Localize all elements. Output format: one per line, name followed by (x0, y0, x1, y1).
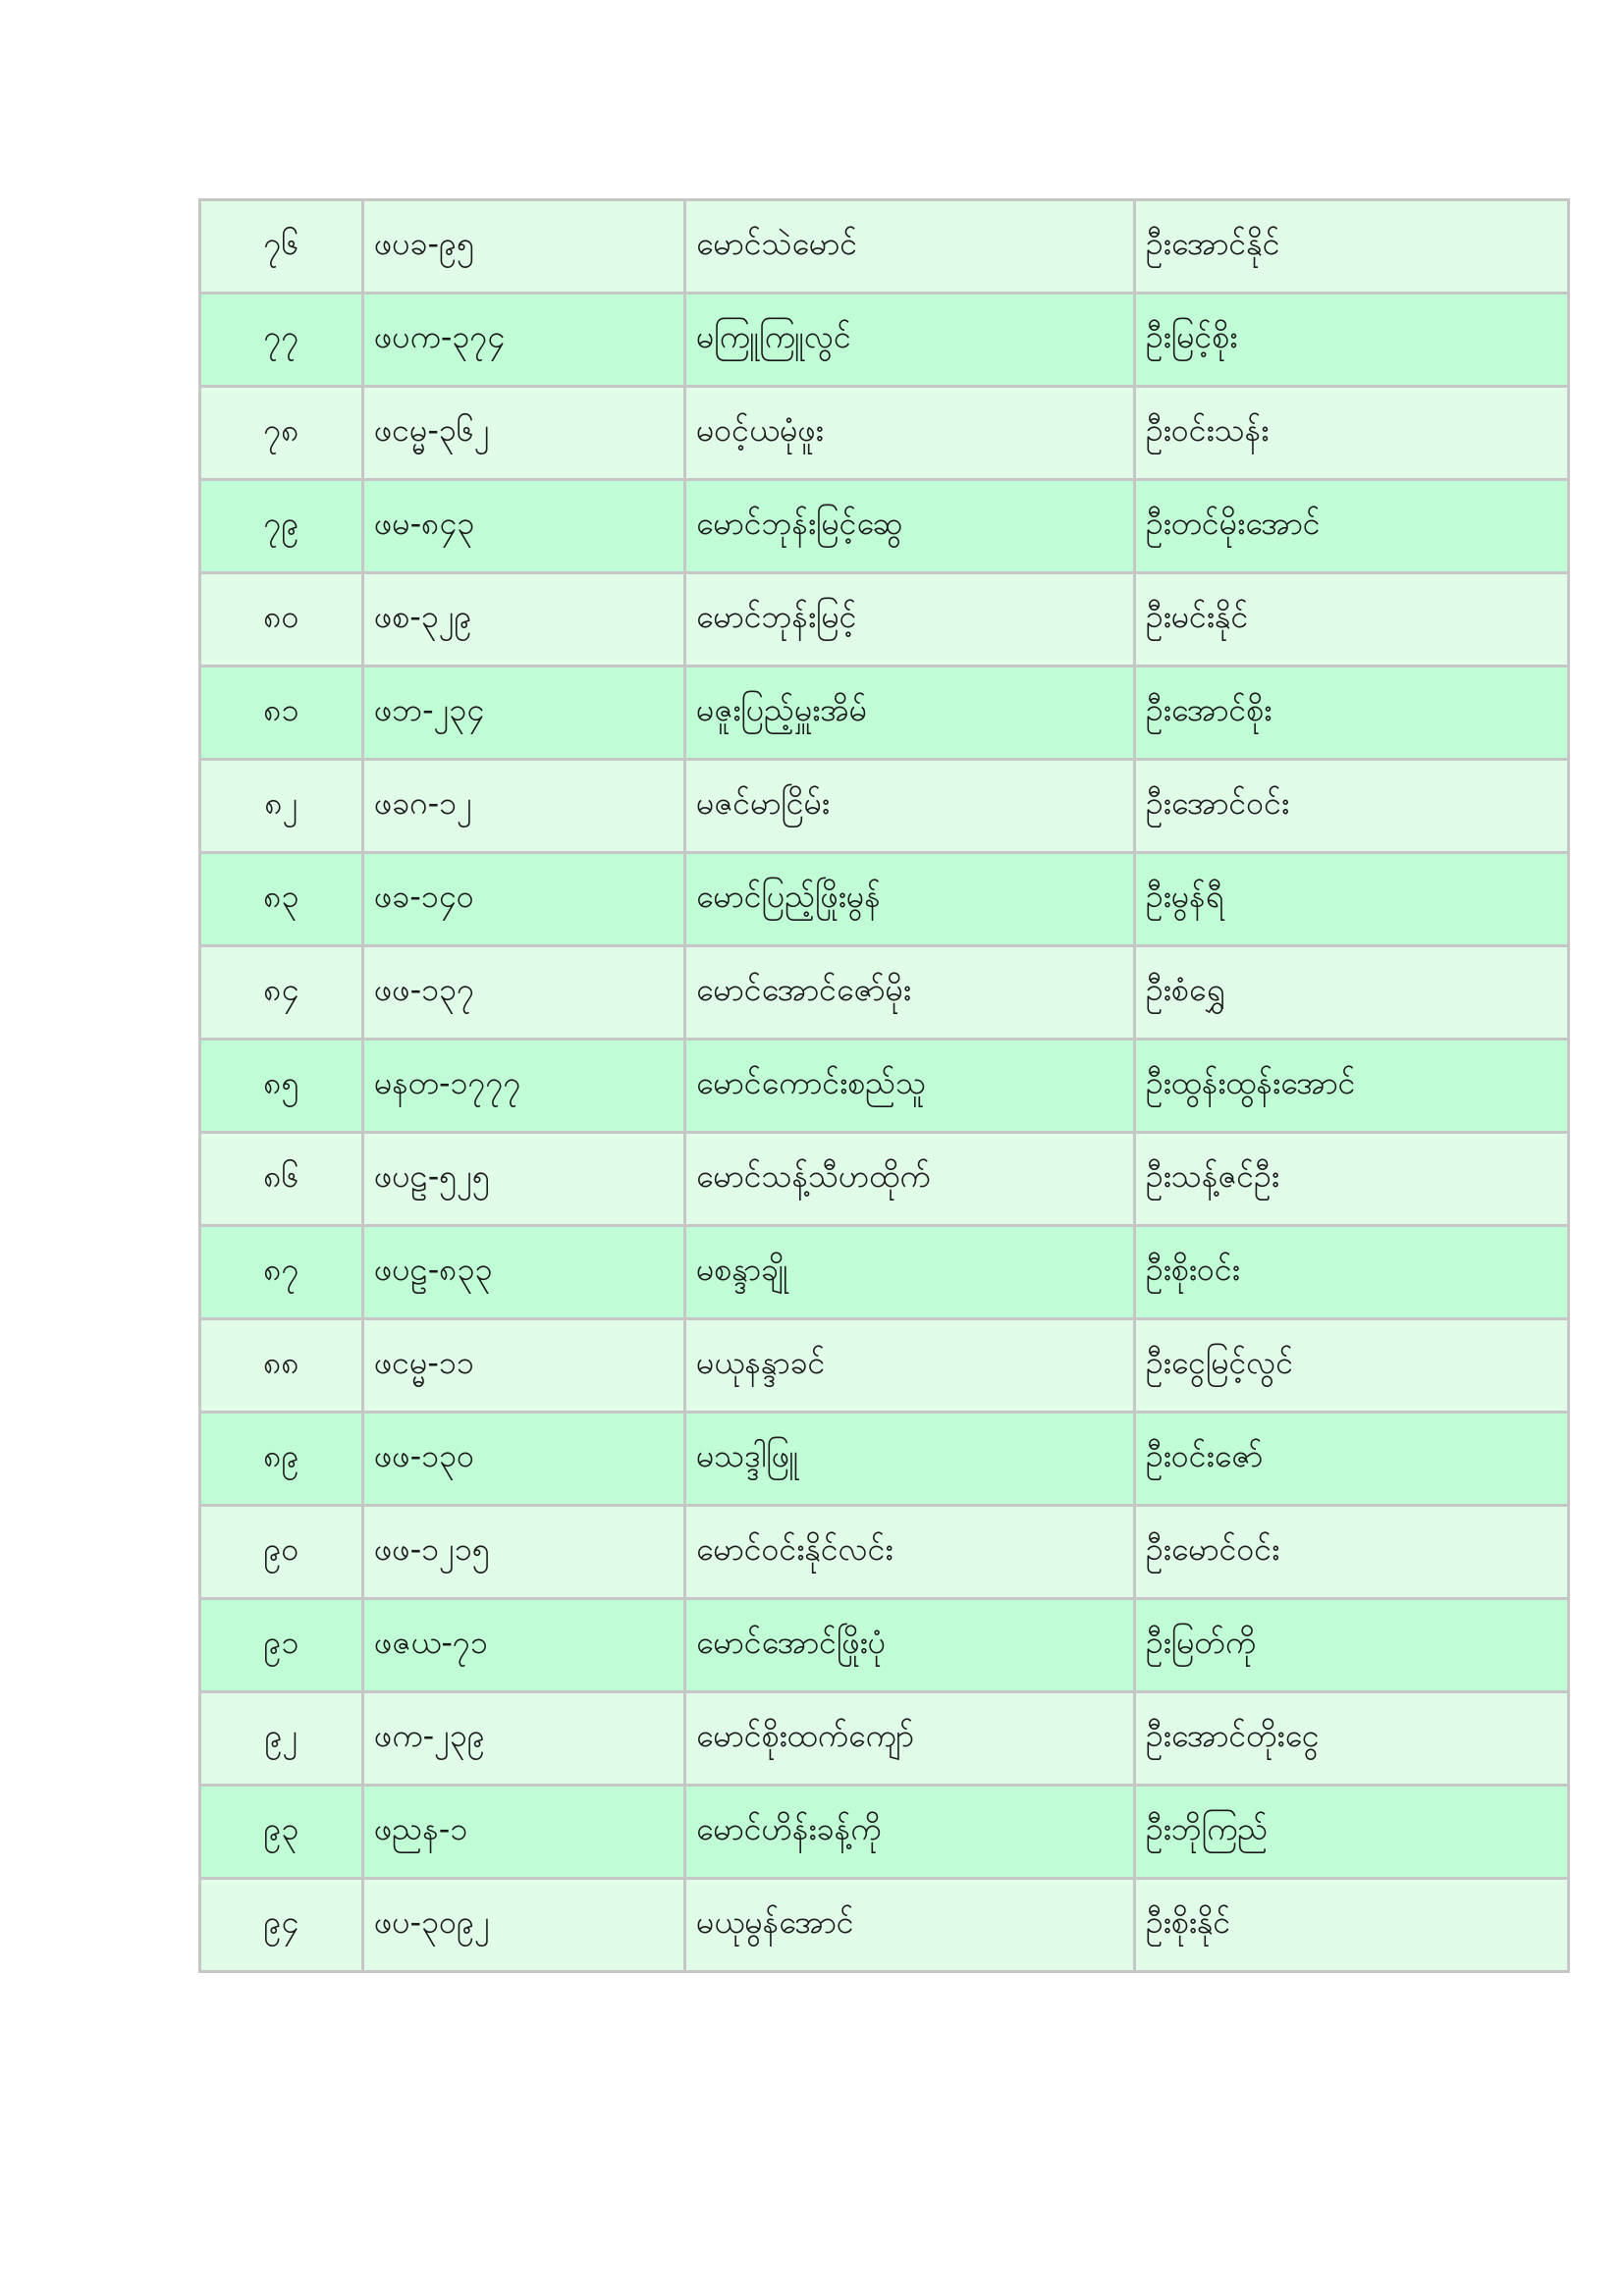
registration-id-cell: မနတ-၁၇၇၇ (363, 1040, 685, 1133)
registration-id-cell: ဖဖ-၁၃၀ (363, 1413, 685, 1506)
table-row (200, 294, 1569, 387)
student-name-cell: မယုနန္ဒာခင် (685, 1319, 1135, 1413)
registration-id-cell: ဖငမ္မ-၃၆၂ (363, 387, 685, 480)
registration-id-cell: ဖညန-၁ (363, 1786, 685, 1879)
row-number-cell: ၉၂ (200, 1692, 363, 1786)
table-row (200, 480, 1569, 573)
student-name-cell: မောင်ဘုန်းမြင့်ဆွေ (685, 480, 1135, 573)
table-row (200, 760, 1569, 853)
student-name-cell: မောင်ကောင်းစည်သူ (685, 1040, 1135, 1133)
registration-id-cell: ဖမ-၈၄၃ (363, 480, 685, 573)
row-number-cell: ၈၅ (200, 1040, 363, 1133)
student-name-cell: မဇင်မာငြိမ်း (685, 760, 1135, 853)
student-name-cell: မဝင့်ယမုံဖူး (685, 387, 1135, 480)
table-row (200, 946, 1569, 1040)
student-name-cell: မယုမွန်အောင် (685, 1879, 1135, 1972)
row-number-cell: ၉၄ (200, 1879, 363, 1972)
student-name-cell: မောင်သဲမောင် (685, 200, 1135, 294)
registration-id-cell: ဖပ-၃၀၉၂ (363, 1879, 685, 1972)
father-name-cell: ဦးဝင်းဇော် (1135, 1413, 1569, 1506)
table-row (200, 1506, 1569, 1599)
table-row (200, 1319, 1569, 1413)
registration-id-cell: ဖစ-၃၂၉ (363, 573, 685, 667)
registration-id-cell: ဖပဠ-၈၃၃ (363, 1226, 685, 1319)
father-name-cell: ဦးဘိုကြည် (1135, 1786, 1569, 1879)
row-number-cell: ၇၉ (200, 480, 363, 573)
student-name-cell: မောင်အောင်ဖြိုးပုံ (685, 1599, 1135, 1692)
row-number-cell: ၇၇ (200, 294, 363, 387)
father-name-cell: ဦးစံရွှေ (1135, 946, 1569, 1040)
father-name-cell: ဦးမြင့်စိုး (1135, 294, 1569, 387)
father-name-cell: ဦးငွေမြင့်လွင် (1135, 1319, 1569, 1413)
row-number-cell: ၇၈ (200, 387, 363, 480)
table-row (200, 1786, 1569, 1879)
row-number-cell: ၈၄ (200, 946, 363, 1040)
father-name-cell: ဦးမင်းနိုင် (1135, 573, 1569, 667)
table-row (200, 1879, 1569, 1972)
table-row (200, 573, 1569, 667)
father-name-cell: ဦးသန့်ဇင်ဦး (1135, 1133, 1569, 1226)
father-name-cell: ဦးအောင်စိုး (1135, 667, 1569, 760)
registration-id-cell: ဖဖ-၁၃၇ (363, 946, 685, 1040)
row-number-cell: ၈၁ (200, 667, 363, 760)
roster-table-body (200, 200, 1569, 1972)
registration-id-cell: ဖခ-၁၄၀ (363, 853, 685, 946)
row-number-cell: ၈၀ (200, 573, 363, 667)
table-row (200, 1413, 1569, 1506)
registration-id-cell: ဖငမ္မ-၁၁ (363, 1319, 685, 1413)
registration-id-cell: ဖဘ-၂၃၄ (363, 667, 685, 760)
student-name-cell: မောင်သန့်သီဟထိုက် (685, 1133, 1135, 1226)
registration-id-cell: ဖခဂ-၁၂ (363, 760, 685, 853)
table-row (200, 853, 1569, 946)
father-name-cell: ဦးအောင်တိုးငွေ (1135, 1692, 1569, 1786)
father-name-cell: ဦးအောင်ဝင်း (1135, 760, 1569, 853)
row-number-cell: ၈၂ (200, 760, 363, 853)
father-name-cell: ဦးတင်မိုးအောင် (1135, 480, 1569, 573)
registration-id-cell: ဖပက-၃၇၄ (363, 294, 685, 387)
father-name-cell: ဦးစိုးနိုင် (1135, 1879, 1569, 1972)
student-name-cell: မကြူကြူလွင် (685, 294, 1135, 387)
student-name-cell: မသဒ္ဒါဖြူ (685, 1413, 1135, 1506)
father-name-cell: ဦးမွန်ရီ (1135, 853, 1569, 946)
table-row (200, 1599, 1569, 1692)
father-name-cell: ဦးအောင်နိုင် (1135, 200, 1569, 294)
student-name-cell: မောင်အောင်ဇော်မိုး (685, 946, 1135, 1040)
row-number-cell: ၈၃ (200, 853, 363, 946)
row-number-cell: ၈၇ (200, 1226, 363, 1319)
row-number-cell: ၈၉ (200, 1413, 363, 1506)
table-row (200, 1226, 1569, 1319)
student-name-cell: မောင်ပြည့်ဖြိုးမွန် (685, 853, 1135, 946)
student-name-cell: မောင်ဟိန်းခန့်ကို (685, 1786, 1135, 1879)
father-name-cell: ဦးမြတ်ကို (1135, 1599, 1569, 1692)
registration-id-cell: ဖဇယ-၇၁ (363, 1599, 685, 1692)
father-name-cell: ဦးထွန်းထွန်းအောင် (1135, 1040, 1569, 1133)
registration-id-cell: ဖက-၂၃၉ (363, 1692, 685, 1786)
row-number-cell: ၉၃ (200, 1786, 363, 1879)
row-number-cell: ၉၁ (200, 1599, 363, 1692)
registration-id-cell: ဖပခ-၉၅ (363, 200, 685, 294)
student-name-cell: မစန္ဒာချို (685, 1226, 1135, 1319)
row-number-cell: ၇၆ (200, 200, 363, 294)
student-name-cell: မဇူးပြည့်မှူးအိမ် (685, 667, 1135, 760)
student-name-cell: မောင်စိုးထက်ကျော် (685, 1692, 1135, 1786)
table-row (200, 1133, 1569, 1226)
father-name-cell: ဦးဝင်းသန်း (1135, 387, 1569, 480)
student-name-cell: မောင်ဘုန်းမြင့် (685, 573, 1135, 667)
registration-id-cell: ဖဖ-၁၂၁၅ (363, 1506, 685, 1599)
table-row (200, 1040, 1569, 1133)
student-name-cell: မောင်ဝင်းနိုင်လင်း (685, 1506, 1135, 1599)
table-row (200, 387, 1569, 480)
father-name-cell: ဦးစိုးဝင်း (1135, 1226, 1569, 1319)
table-row (200, 667, 1569, 760)
registration-id-cell: ဖပဠ-၅၂၅ (363, 1133, 685, 1226)
table-row (200, 1692, 1569, 1786)
student-roster-table (198, 198, 1570, 1973)
row-number-cell: ၉၀ (200, 1506, 363, 1599)
row-number-cell: ၈၈ (200, 1319, 363, 1413)
table-row (200, 200, 1569, 294)
father-name-cell: ဦးမောင်ဝင်း (1135, 1506, 1569, 1599)
row-number-cell: ၈၆ (200, 1133, 363, 1226)
